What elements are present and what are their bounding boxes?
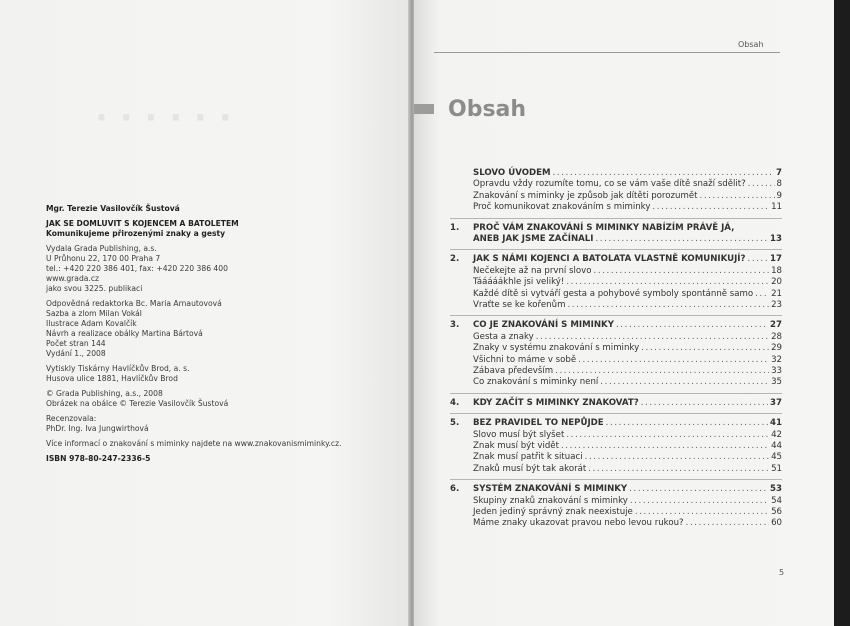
imprint-line: Husova ulice 1881, Havlíčkův Brod (46, 374, 178, 383)
toc-entry[interactable] (450, 366, 782, 377)
leader-dots (561, 441, 769, 451)
toc-page-number: 33 (771, 366, 782, 376)
chapter-number: 1. (450, 222, 460, 233)
toc-separator (450, 315, 782, 316)
imprint-line: tel.: +420 220 386 401, fax: +420 220 386 400 (46, 264, 228, 273)
toc-entry-title: Znak musí být vidět (473, 441, 559, 451)
leader-dots (585, 452, 769, 462)
toc-page-number: 37 (770, 397, 782, 408)
toc-entry[interactable] (450, 430, 782, 441)
chapter-number: 3. (450, 320, 460, 331)
toc-page-number: 8 (776, 179, 782, 190)
toc-separator (450, 393, 782, 394)
imprint-line: Více informací o znakování s miminky najdete na www.znakovanismiminky.cz. (46, 439, 342, 448)
toc-entry-title: Každé dítě si vytváří gesta a pohybové symboly spontánně samo (473, 288, 754, 299)
toc-separator (450, 218, 782, 219)
leader-dots (553, 168, 774, 178)
toc-entry[interactable] (450, 452, 782, 463)
leader-dots (606, 418, 768, 428)
toc-entry-title: Zábava především (473, 366, 554, 376)
toc-entry-title: JAK S NÁMI KOJENCI A BATOLATA VLASTNĚ KOMUNIKUJÍ? (473, 254, 746, 265)
imprint-line: Odpovědná redaktorka Bc. Maria Arnautovová (46, 299, 222, 308)
toc-page-number: 45 (771, 452, 782, 463)
toc-entry-title: Slovo musí být slyšet (473, 429, 565, 440)
toc-entry[interactable] (450, 464, 782, 475)
toc-page-number: 11 (771, 202, 782, 213)
leader-dots (588, 464, 769, 474)
leader-dots (652, 202, 769, 212)
toc-page-number: 21 (771, 288, 782, 299)
imprint-line: Vydání 1., 2008 (46, 349, 106, 358)
toc-entry-title: CO JE ZNAKOVÁNÍ S MIMINKY (473, 320, 614, 331)
toc-title: Obsah (448, 97, 527, 122)
toc-page-number: 13 (770, 234, 782, 244)
chapter-number: 4. (450, 397, 460, 408)
page-number: 5 (779, 568, 785, 577)
imprint-line: Vytiskly Tiskárny Havlíčkův Brod, a. s. (46, 364, 190, 373)
imprint-line: JAK SE DOMLUVIT S KOJENCEM A BATOLETEM (46, 219, 239, 228)
toc-entry[interactable] (450, 179, 782, 190)
imprint-line: PhDr. Ing. Iva Jungwirthová (46, 424, 149, 433)
toc-page-number: 20 (771, 277, 782, 288)
leader-dots (595, 234, 768, 244)
toc-entry[interactable] (450, 377, 782, 388)
leader-dots (629, 484, 768, 494)
imprint-line: Obrázek na obálce © Terezie Vasilovčík Šustová (46, 399, 229, 408)
toc-page-number: 44 (771, 441, 782, 451)
imprint-line: Návrh a realizace obálky Martina Bártová (46, 329, 203, 338)
toc-entry-title: Znaků musí být tak akorát (473, 463, 587, 474)
leader-dots (686, 518, 769, 528)
leader-dots (566, 430, 769, 440)
toc-entry-title: PROČ VÁM ZNAKOVÁNÍ S MIMINKY NABÍZÍM PRÁVĚ JÁ, (473, 222, 735, 233)
toc-entry[interactable] (450, 507, 782, 518)
toc-page-number: 27 (770, 320, 782, 331)
toc-entry[interactable] (450, 332, 782, 343)
running-head: Obsah (738, 40, 764, 49)
toc-separator (450, 479, 782, 480)
leader-dots (566, 277, 769, 287)
toc-entry-title: Jeden jediný správný znak neexistuje (473, 507, 633, 517)
title-accent-bar (414, 104, 434, 114)
imprint-line: Sazba a zlom Milan Vokál (46, 309, 142, 318)
toc-page-number: 35 (771, 377, 782, 388)
toc-entry[interactable] (450, 518, 782, 529)
toc-page-number: 60 (771, 518, 782, 529)
toc-page-number: 51 (771, 463, 782, 474)
toc-entry[interactable] (450, 496, 782, 507)
toc-entry-title: Vraťte se ke kořenům (473, 300, 566, 310)
leader-dots (755, 289, 769, 299)
scan-edge (834, 0, 850, 626)
toc-page-number: 7 (776, 168, 782, 178)
imprint-block (46, 204, 342, 464)
toc-separator (450, 249, 782, 250)
toc-page-number: 41 (770, 418, 782, 429)
toc-entry-title: SYSTÉM ZNAKOVÁNÍ S MIMINKY (473, 484, 628, 495)
toc-entry-title: Skupiny znaků znakování s miminky (473, 495, 628, 506)
leader-dots (748, 254, 769, 264)
toc-chapter[interactable] (450, 223, 782, 234)
imprint-line: www.grada.cz (46, 274, 99, 283)
leader-dots (567, 300, 769, 310)
leader-dots (630, 496, 769, 506)
leader-dots (578, 355, 769, 365)
toc-entry[interactable] (450, 277, 782, 288)
imprint-line: Recenzovala: (46, 414, 97, 423)
left-page (0, 0, 410, 626)
leader-dots (641, 398, 768, 408)
toc-page-number: 53 (770, 484, 782, 495)
chapter-number: 6. (450, 484, 460, 495)
toc-entry-title: SLOVO ÚVODEM (473, 168, 551, 178)
toc-entry[interactable] (450, 191, 782, 202)
leader-dots (536, 332, 769, 342)
header-rule (434, 52, 780, 53)
leader-dots (594, 266, 770, 276)
toc-entry-title: Gesta a znaky (473, 331, 534, 342)
toc-chapter[interactable] (450, 234, 782, 245)
toc-entry-title: BEZ PRAVIDEL TO NEPŮJDE (473, 418, 604, 429)
table-of-contents (450, 168, 782, 548)
toc-page-number: 23 (771, 300, 782, 310)
toc-entry-title: Znakování s miminky je způsob jak dítěti porozumět (473, 190, 698, 201)
toc-entry-title: Proč komunikovat znakováním s miminky (473, 202, 651, 213)
toc-entry-title: Znak musí patřit k situaci (473, 452, 583, 463)
toc-chapter[interactable] (450, 418, 782, 429)
leader-dots (641, 343, 769, 353)
toc-chapter[interactable] (450, 254, 782, 265)
toc-entry-title: Znaky v systému znakování s miminky (473, 343, 640, 354)
leader-dots (635, 507, 769, 517)
chapter-number: 5. (450, 418, 460, 429)
toc-entry[interactable] (450, 441, 782, 452)
leader-dots (616, 320, 768, 330)
toc-entry[interactable] (450, 355, 782, 366)
toc-entry-title: Máme znaky ukazovat pravou nebo levou rukou? (473, 518, 684, 529)
toc-chapter[interactable] (450, 168, 782, 179)
toc-separator (450, 413, 782, 414)
imprint-line: Počet stran 144 (46, 339, 106, 348)
toc-page-number: 42 (771, 429, 782, 440)
leader-dots (700, 191, 775, 201)
toc-page-number: 32 (771, 354, 782, 365)
toc-page-number: 54 (771, 495, 782, 506)
toc-chapter[interactable] (450, 484, 782, 495)
toc-page-number: 56 (771, 507, 782, 517)
imprint-line: U Průhonu 22, 170 00 Praha 7 (46, 254, 161, 263)
imprint-line: Vydala Grada Publishing, a.s. (46, 244, 157, 253)
imprint-line: jako svou 3225. publikaci (46, 284, 143, 293)
toc-entry[interactable] (450, 300, 782, 311)
toc-entry[interactable] (450, 266, 782, 277)
chapter-number: 2. (450, 254, 460, 265)
toc-page-number: 18 (771, 265, 782, 276)
imprint-line: Komunikujeme přirozenými znaky a gesty (46, 229, 226, 238)
toc-entry-title: Všichni to máme v sobě (473, 354, 577, 365)
toc-entry-title: Opravdu vždy rozumíte tomu, co se vám vaše dítě snaží sdělit? (473, 179, 746, 190)
toc-entry[interactable] (450, 289, 782, 300)
toc-entry-title: Co znakování s miminky není (473, 377, 599, 388)
toc-page-number: 17 (770, 254, 782, 265)
imprint-line: Mgr. Terezie Vasilovčík Šustová (46, 204, 180, 213)
toc-entry-title: KDY ZAČÍT S MIMINKY ZNAKOVAT? (473, 397, 639, 408)
toc-entry[interactable] (450, 343, 782, 354)
toc-chapter[interactable] (450, 398, 782, 409)
imprint-line: © Grada Publishing, a.s., 2008 (46, 389, 163, 398)
toc-entry-title: Tááááákhle jsi veliký! (473, 277, 565, 288)
toc-page-number: 29 (771, 343, 782, 354)
toc-entry-title: Nečekejte až na první slovo (473, 265, 592, 276)
toc-entry-title: ANEB JAK JSME ZAČÍNALI (473, 234, 594, 244)
toc-chapter[interactable] (450, 320, 782, 331)
toc-page-number: 9 (776, 190, 782, 201)
show-through-text: · · · · · · (95, 98, 232, 138)
imprint-line: Ilustrace Adam Kovalčík (46, 319, 137, 328)
leader-dots (748, 179, 775, 189)
toc-page-number: 28 (771, 331, 782, 342)
imprint-line: ISBN 978-80-247-2336-5 (46, 454, 151, 463)
leader-dots (600, 377, 769, 387)
toc-entry[interactable] (450, 202, 782, 213)
leader-dots (555, 366, 769, 376)
